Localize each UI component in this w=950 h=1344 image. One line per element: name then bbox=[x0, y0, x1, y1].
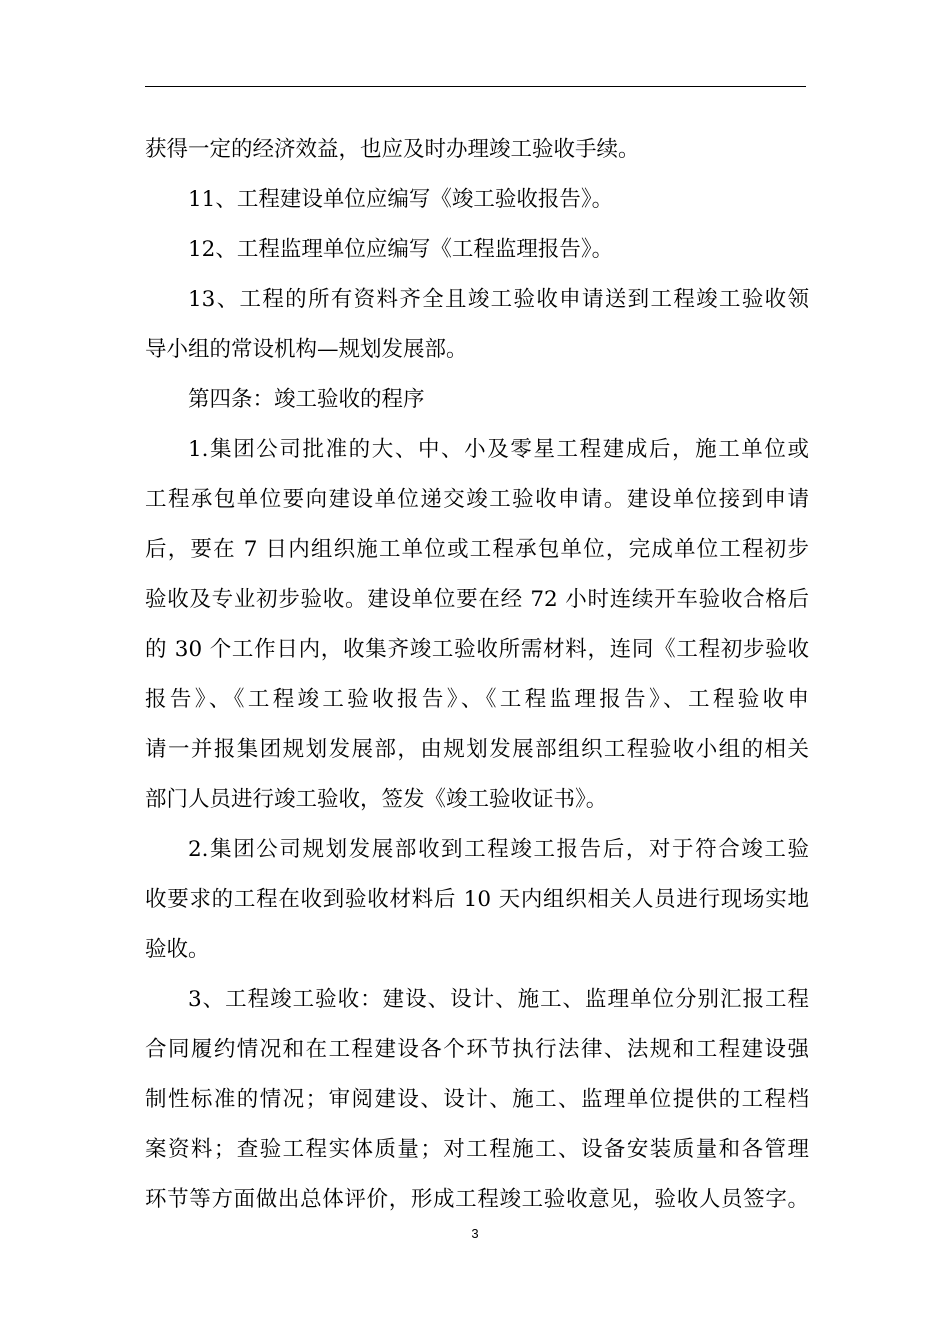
text-line-14: 部门人员进行竣工验收，签发《竣工验收证书》。 bbox=[145, 787, 608, 812]
text-line-1: 获得一定的经济效益，也应及时办理竣工验收手续。 bbox=[145, 137, 640, 162]
document-body bbox=[145, 125, 809, 1225]
text-line-16: 收要求的工程在收到验收材料后 10 天内组织相关人员进行现场实地 bbox=[145, 887, 809, 912]
text-line-15: 2.集团公司规划发展部收到工程竣工报告后，对于符合竣工验 bbox=[188, 837, 809, 862]
header-rule bbox=[145, 86, 806, 87]
section-heading: 第四条：竣工验收的程序 bbox=[188, 387, 425, 412]
text-line-10: 验收及专业初步验收。建设单位要在经 72 小时连续开车验收合格后 bbox=[145, 587, 809, 612]
page-number: 3 bbox=[471, 1226, 479, 1241]
text-line-9: 后，要在 7 日内组织施工单位或工程承包单位，完成单位工程初步 bbox=[145, 537, 809, 562]
text-line-2: 11、工程建设单位应编写《竣工验收报告》。 bbox=[188, 187, 614, 212]
text-line-17: 验收。 bbox=[145, 937, 210, 962]
text-line-12: 报告》、《工程竣工验收报告》、《工程监理报告》、工程验收申 bbox=[145, 687, 809, 712]
text-line-21: 案资料；查验工程实体质量；对工程施工、设备安装质量和各管理 bbox=[145, 1137, 809, 1162]
text-line-5: 导小组的常设机构—规划发展部。 bbox=[145, 337, 468, 362]
text-line-13: 请一并报集团规划发展部，由规划发展部组织工程验收小组的相关 bbox=[145, 737, 809, 762]
text-line-20: 制性标准的情况；审阅建设、设计、施工、监理单位提供的工程档 bbox=[145, 1087, 809, 1112]
text-line-18: 3、工程竣工验收：建设、设计、施工、监理单位分别汇报工程 bbox=[188, 987, 809, 1012]
text-line-8: 工程承包单位要向建设单位递交竣工验收申请。建设单位接到申请 bbox=[145, 487, 809, 512]
text-line-7: 1.集团公司批准的大、中、小及零星工程建成后，施工单位或 bbox=[188, 437, 809, 462]
text-line-11: 的 30 个工作日内，收集齐竣工验收所需材料，连同《工程初步验收 bbox=[145, 637, 809, 662]
text-line-22: 环节等方面做出总体评价，形成工程竣工验收意见，验收人员签字。 bbox=[145, 1187, 809, 1212]
text-line-19: 合同履约情况和在工程建设各个环节执行法律、法规和工程建设强 bbox=[145, 1037, 809, 1062]
text-line-4: 13、工程的所有资料齐全且竣工验收申请送到工程竣工验收领 bbox=[188, 287, 809, 312]
text-line-3: 12、工程监理单位应编写《工程监理报告》。 bbox=[188, 237, 614, 262]
